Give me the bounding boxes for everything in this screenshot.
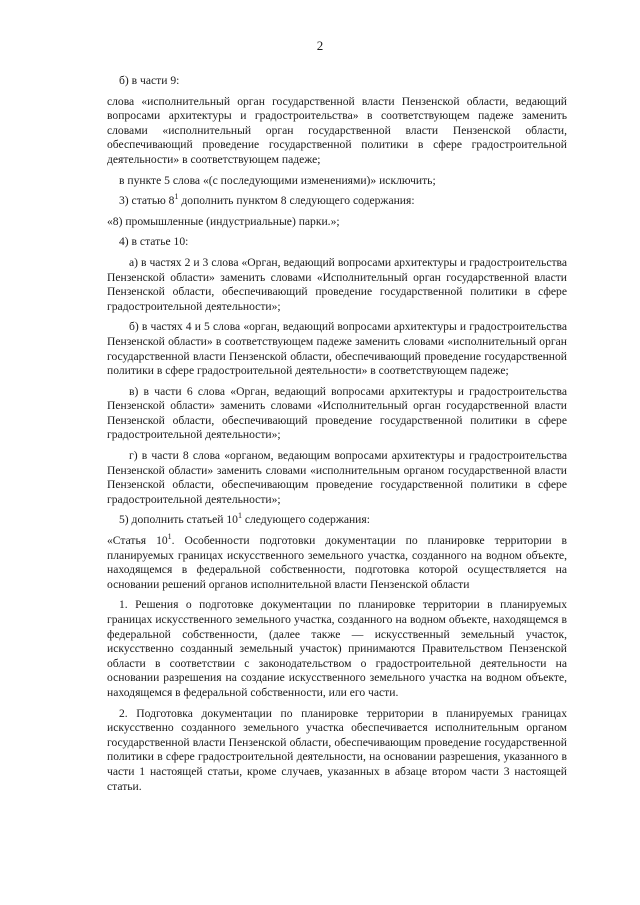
paragraph-item-b: б) в части 9: (119, 74, 180, 87)
article-heading-end: . Особенности подготовки документации по планировке территории в планируемых границах искусственного земельного участка, созданного на водном объекте, находящемся в федеральной собственности, подготовка которой осуществляется на основании решений органов исполнительной власти Пензенской области (107, 534, 567, 591)
paragraph-item-4a: а) в частях 2 и 3 слова «Орган, ведающий вопросами архитектуры и градостроительства Пензенской области» заменить словами «Исполнительный орган государственной власти Пензенской области, обеспечивающий проведение государственной политики в сфере градостроительной деятельности»; (107, 255, 567, 313)
paragraph-item-4v: в) в части 6 слова «Орган, ведающий вопросами архитектуры и градостроительства Пензенской области» заменить словами «Исполнительный орган государственной власти Пензенской области, обеспечивающий проведение государственной политики в сфере градостроительной деятельности»; (107, 384, 567, 442)
article-part-1: 1. Решения о подготовке документации по планировке территории в планируемых границах искусственного земельного участка, созданного на водном объекте, находящемся в федеральной собственности, (далее также — искусственный земельный участок, искусственно созданный земельный участок) принимаются Правительством Пензенской области в соответствии с законодательством о градостроительной деятельности на основании разрешения на создание искусственного земельного участка на водном объекте, находящемся в федеральной собственности, или его части. (107, 598, 567, 699)
paragraph-clause-5: в пункте 5 слова «(с последующими изменениями)» исключить; (119, 173, 436, 187)
page-number: 2 (316, 38, 324, 53)
paragraph-item-3-end: дополнить пунктом 8 следующего содержания: (178, 194, 415, 208)
superscript-1: 1 (167, 532, 172, 542)
paragraph-clause-8: «8) промышленные (индустриальные) парки.»; (107, 214, 340, 228)
paragraph-item-5 (107, 513, 567, 528)
paragraph-item-5-end: следующего содержания: (241, 513, 370, 527)
article-heading-start: «Статья 10 (107, 534, 168, 548)
article-heading (107, 534, 567, 592)
paragraph-item-5-start: 5) дополнить статьей 10 (119, 513, 238, 527)
article-part-2: 2. Подготовка документации по планировке территории в планируемых границах искусственно созданного земельного участка обеспечивается исполнительным органом государственной власти Пензенской области, обеспечивающим проведение государственной политики в сфере градостроительной деятельности, на основании разрешения, указанного в части 1 настоящей статьи, кроме случаев, указанных в абзаце втором части 3 настоящей статьи. (107, 706, 567, 793)
paragraph-item-3-start: 3) статью 8 (119, 194, 175, 208)
paragraph-replace-words: слова «исполнительный орган государственной власти Пензенской области, ведающий вопросами архитектуры и градостроительства» в соответствующем падеже заменить словами «исполнительный орган государственной власти Пензенской области, обеспечивающий проведение государственной политики в сфере градостроительной деятельности» в соответствующем падеже; (107, 94, 567, 166)
document-body (107, 74, 567, 800)
superscript-1: 1 (174, 192, 179, 202)
paragraph-item-4b: б) в частях 4 и 5 слова «орган, ведающий вопросами архитектуры и градостроительства Пензенской области» в соответствующем падеже заменить словами «исполнительный орган государственной власти Пензенской области, обеспечивающий проведение государственной политики в сфере градостроительной деятельности» в соответствующем падеже; (107, 320, 567, 378)
paragraph-item-3 (107, 194, 567, 209)
paragraph-item-4: 4) в статье 10: (119, 235, 189, 249)
superscript-1: 1 (237, 511, 242, 521)
paragraph-item-4g: г) в части 8 слова «органом, ведающим вопросами архитектуры и градостроительства Пензенской области» заменить словами «исполнительным органом государственной власти Пензенской области, обеспечивающим проведение государственной политики в сфере градостроительной деятельности»; (107, 449, 567, 506)
